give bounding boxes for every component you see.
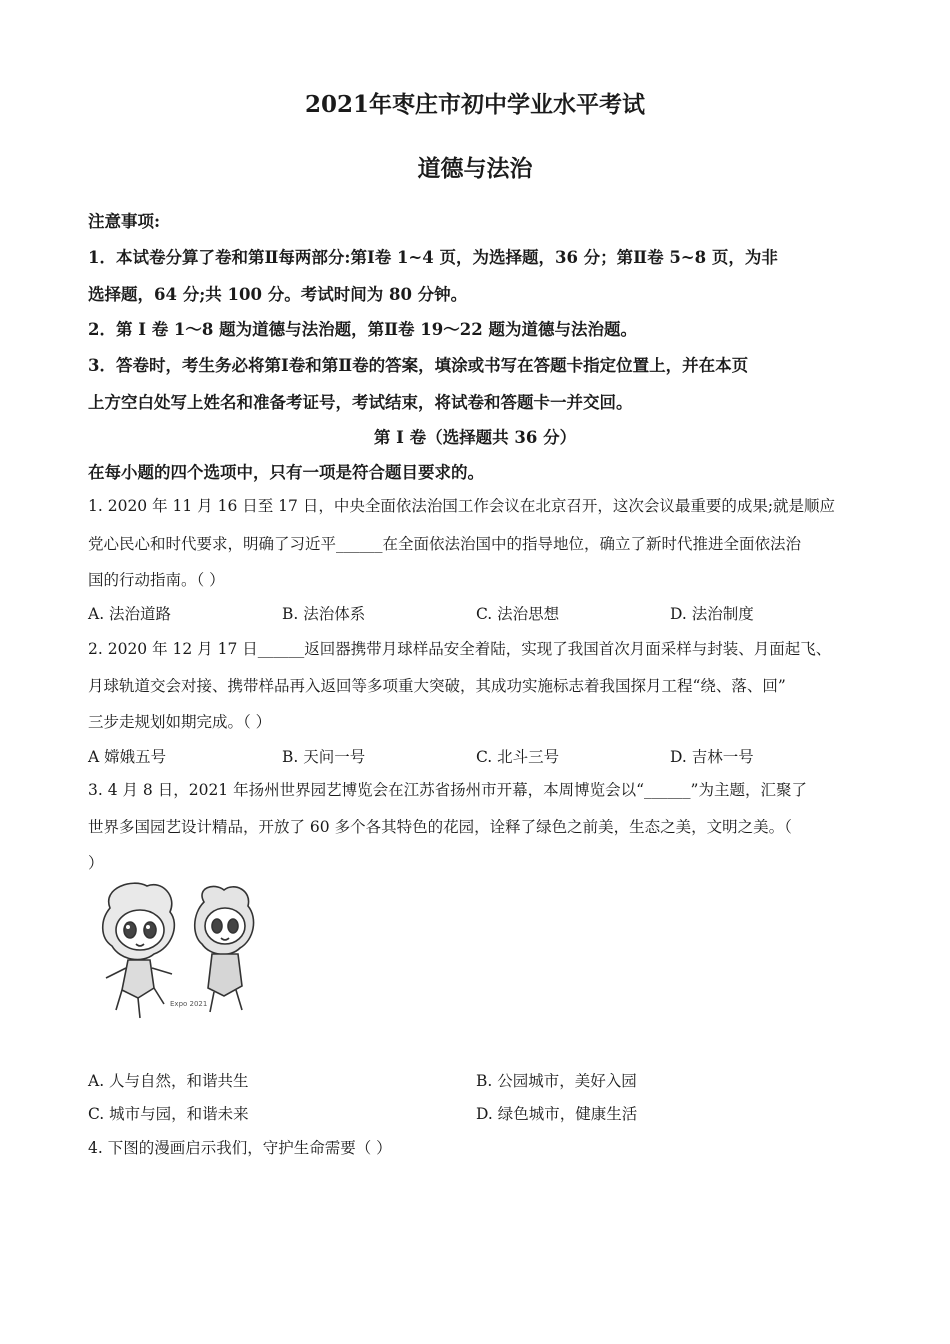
exam-subject: 道德与法治 — [417, 155, 533, 182]
question-2-line-3: 三步走规划如期完成。（ ） — [88, 713, 272, 731]
question-1-option-b: B. 法治体系 — [282, 605, 366, 623]
notice-item-2: 2．第 I 卷 1～8 题为道德与法治题，第Ⅱ卷 19～22 题为道德与法治题。 — [88, 320, 637, 339]
question-3-option-c: C. 城市与园，和谐未来 — [88, 1105, 249, 1123]
question-3-option-b: B. 公园城市，美好入园 — [476, 1072, 637, 1090]
question-2-option-c: C. 北斗三号 — [476, 748, 560, 766]
question-2-line-2: 月球轨道交会对接、携带样品再入返回等多项重大突破，其成功实施标志着我国探月工程“绕、落、回” — [88, 677, 786, 695]
question-4-line-1: 4. 下图的漫画启示我们，守护生命需要（ ） — [88, 1139, 392, 1157]
notice-item-3-line-2: 上方空白处写上姓名和准备考证号，考试结束，将试卷和答题卡一并交回。 — [88, 393, 633, 412]
notice-item-3-line-1: 3．答卷时，考生务必将第Ⅰ卷和第Ⅱ卷的答案，填涂或书写在答题卡指定位置上，并在本页 — [88, 356, 749, 375]
question-2-option-b: B. 天问一号 — [282, 748, 366, 766]
question-1-line-1: 1. 2020 年 11 月 16 日至 17 日，中央全面依法治国工作会议在北京召开，这次会议最重要的成果;就是顺应 — [88, 497, 836, 515]
section-instruction: 在每小题的四个选项中，只有一项是符合题目要求的。 — [88, 463, 484, 482]
question-2-line-1: 2. 2020 年 12 月 17 日______返回器携带月球样品安全着陆，实现了我国首次月面采样与封装、月面起飞、 — [88, 640, 832, 658]
mascot-right — [195, 886, 254, 1012]
exam-title: 2021年枣庄市初中学业水平考试 — [304, 91, 645, 118]
question-2-option-a: A 嫦娥五号 — [88, 748, 167, 766]
question-3-line-1: 3. 4 月 8 日，2021 年扬州世界园艺博览会在江苏省扬州市开幕，本周博览会以“______”为主题，汇聚了 — [88, 781, 807, 799]
question-1-option-d: D. 法治制度 — [670, 605, 754, 623]
notice-heading: 注意事项: — [88, 212, 161, 231]
expo-mascots-image — [92, 878, 258, 1036]
question-3-option-a: A. 人与自然，和谐共生 — [88, 1072, 249, 1090]
expo-logo-text: Expo 2021 — [170, 1000, 208, 1008]
question-3-option-d: D. 绿色城市，健康生活 — [476, 1105, 638, 1123]
question-1-option-a: A. 法治道路 — [88, 605, 172, 623]
question-1-line-3: 国的行动指南。（ ） — [88, 571, 225, 589]
notice-item-1-line-2: 选择题，64 分;共 100 分。考试时间为 80 分钟。 — [88, 285, 468, 304]
question-2-option-d: D. 吉林一号 — [670, 748, 754, 766]
mascot-left — [103, 883, 175, 1018]
question-1-line-2: 党心民心和时代要求，明确了习近平______在全面依法治国中的指导地位，确立了新时代推进全面依法治 — [88, 535, 802, 553]
question-3-line-2: 世界多国园艺设计精品，开放了 60 多个各其特色的花园，诠释了绿色之前美，生态之美，文明之美。（ — [88, 818, 792, 836]
question-3-line-3: ） — [88, 854, 104, 872]
notice-item-1-line-1: 1．本试卷分算了卷和第Ⅱ每两部分:第Ⅰ卷 1~4 页，为选择题，36 分；第Ⅱ卷 5~8 页，为非 — [88, 248, 778, 267]
question-1-option-c: C. 法治思想 — [476, 605, 560, 623]
section-title: 第 I 卷（选择题共 36 分） — [373, 428, 577, 447]
